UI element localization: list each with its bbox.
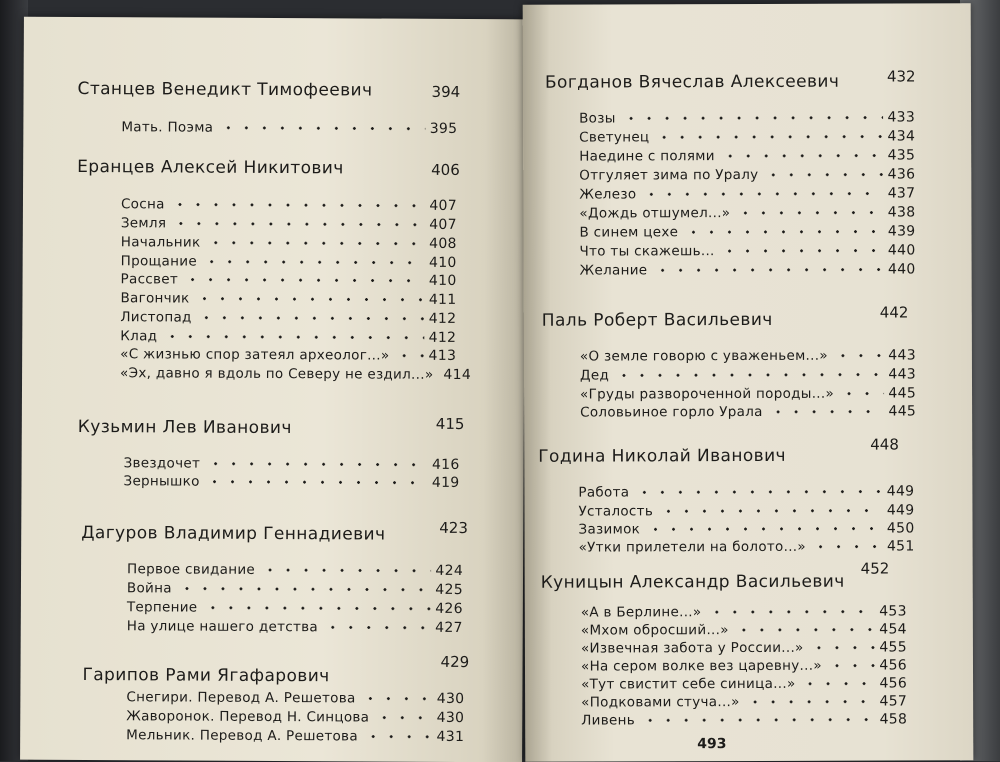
entry-title: Первое свидание [127, 561, 255, 578]
entry-page: 413 [429, 348, 457, 364]
toc-entry[interactable] [120, 307, 456, 327]
author-page-number: 448 [870, 435, 899, 453]
dot-leader [707, 607, 875, 618]
entry-title: Соловьиное горло Урала [580, 404, 763, 421]
entry-page: 445 [888, 385, 916, 401]
dot-leader [261, 565, 431, 576]
entry-title: «Эх, давно я вдоль по Северу не ездил...» [120, 365, 433, 383]
entry-page: 408 [429, 236, 457, 252]
entry-page: 449 [887, 483, 915, 499]
author-page-number: 452 [861, 560, 890, 578]
dot-leader [203, 603, 431, 614]
page-number: 493 [697, 736, 726, 752]
toc-entry[interactable] [121, 232, 457, 252]
entry-title: «С жизнью спор затеял археолог...» [120, 346, 389, 363]
entry-page: 435 [888, 147, 916, 163]
entry-title: Что ты скажешь... [580, 243, 715, 259]
dot-leader [178, 584, 432, 595]
right-page [523, 3, 974, 762]
entry-title: Желание [580, 262, 648, 278]
toc-entry[interactable] [124, 453, 460, 473]
toc-entry[interactable] [580, 240, 916, 259]
entry-title: В синем цехе [579, 224, 678, 240]
author-page-number: 429 [441, 653, 470, 671]
entry-title: Вагончик [120, 290, 189, 306]
dot-leader [646, 524, 883, 535]
toc-entry[interactable] [581, 619, 907, 638]
entry-title: Земля [121, 215, 166, 231]
dot-leader [195, 294, 424, 305]
author-page-number: 394 [432, 83, 461, 101]
entry-title: На улице нашего детства [127, 618, 318, 635]
author-name: Гарипов Рами Ягафарович [82, 665, 329, 686]
entry-title: Рассвет [121, 271, 179, 287]
toc-entry[interactable] [580, 345, 916, 364]
author-name: Година Николай Иванович [538, 446, 786, 467]
entry-title: Мать. Поэма [121, 119, 213, 135]
entry-title: Мельник. Перевод А. Решетова [126, 727, 358, 744]
entry-page: 443 [888, 366, 916, 382]
entry-page: 440 [888, 242, 916, 258]
entry-page: 443 [888, 347, 916, 363]
toc-entry[interactable] [120, 288, 456, 308]
dot-leader [375, 713, 432, 723]
author-name: Богданов Вячеслав Алексеевич [545, 72, 839, 93]
author-page-number: 442 [880, 303, 909, 321]
toc-entry[interactable] [578, 481, 914, 500]
author-name: Куницын Александр Васильевич [541, 572, 845, 593]
author-name: Кузьмин Лев Иванович [78, 417, 292, 438]
toc-entry[interactable] [581, 691, 907, 710]
dot-leader [206, 459, 428, 470]
dot-leader [395, 351, 424, 361]
entry-page: 433 [887, 109, 915, 125]
entry-page: 425 [435, 582, 463, 598]
toc-entry[interactable] [127, 616, 463, 636]
entry-title: «Тут свистит себе синица...» [581, 676, 796, 693]
dot-leader [764, 170, 883, 180]
author-page-number: 432 [887, 67, 916, 85]
toc-entry[interactable] [579, 202, 915, 221]
entry-title: Ливень [581, 712, 635, 728]
dot-leader [812, 542, 883, 552]
entry-page: 439 [888, 223, 916, 239]
dot-leader [219, 123, 426, 134]
toc-entry[interactable] [120, 363, 456, 383]
toc-entry[interactable] [580, 383, 916, 402]
entry-title: Жаворонок. Перевод Н. Синцова [126, 708, 369, 725]
entry-title: Прощание [121, 253, 197, 269]
dot-leader [184, 275, 425, 286]
dot-leader [206, 477, 428, 488]
entry-title: Листопад [120, 309, 191, 325]
entry-title: «О земле говорю с уваженьем...» [580, 348, 828, 365]
entry-page: 458 [880, 711, 908, 727]
toc-entry[interactable] [581, 637, 907, 656]
entry-page: 457 [879, 693, 907, 709]
dot-leader [721, 151, 884, 162]
entry-title: «А в Берлине...» [581, 604, 702, 620]
toc-entry[interactable] [578, 518, 914, 537]
entry-page: 410 [429, 273, 457, 289]
toc-entry[interactable] [127, 578, 463, 598]
dot-leader [721, 246, 884, 257]
toc-entry[interactable] [123, 471, 459, 491]
entry-title: «Груды развороченной породы...» [580, 386, 834, 403]
entry-title: Война [127, 580, 172, 596]
toc-entry[interactable] [579, 145, 915, 164]
dot-leader [655, 132, 883, 143]
entry-page: 438 [888, 204, 916, 220]
toc-entry[interactable] [579, 107, 915, 126]
entry-title: Возы [579, 110, 616, 126]
author-name: Станцев Венедикт Тимофеевич [78, 79, 373, 101]
entry-title: Усталость [578, 503, 653, 519]
entry-page: 410 [429, 255, 457, 271]
entry-title: Снегири. Перевод А. Решетова [126, 689, 355, 706]
entry-title: Терпение [127, 599, 198, 615]
entry-title: «На сером волке вез царевну...» [581, 658, 822, 675]
toc-entry[interactable] [579, 221, 915, 240]
dot-leader [171, 199, 426, 210]
dot-leader [622, 113, 884, 124]
dot-leader [641, 715, 876, 726]
toc-entry[interactable] [579, 536, 915, 555]
entry-page: 412 [429, 311, 457, 327]
toc-entry[interactable] [121, 213, 457, 233]
toc-entry[interactable] [580, 401, 916, 420]
toc-entry[interactable] [121, 251, 457, 271]
entry-page: 427 [435, 620, 463, 636]
entry-title: Светунец [579, 129, 649, 145]
dot-leader [206, 238, 425, 249]
entry-title: Зернышко [123, 473, 199, 489]
entry-page: 430 [437, 710, 465, 726]
entry-page: 456 [879, 657, 907, 673]
toc-entry[interactable] [581, 655, 907, 674]
entry-title: «Извечная забота у России...» [581, 640, 804, 657]
entry-page: 451 [887, 538, 915, 554]
toc-entry[interactable] [120, 326, 456, 346]
toc-entry[interactable] [581, 673, 907, 692]
entry-page: 395 [430, 121, 458, 137]
author-name: Еранцев Алексей Никитович [77, 157, 344, 178]
dot-leader [615, 370, 884, 381]
toc-entry[interactable] [126, 706, 464, 726]
toc-entry[interactable] [121, 194, 457, 214]
dot-leader [769, 407, 885, 417]
dot-leader [810, 643, 876, 653]
entry-page: 456 [879, 675, 907, 691]
entry-page: 454 [879, 621, 907, 637]
entry-title: Клад [120, 328, 157, 344]
dot-leader [684, 227, 884, 238]
author-page-number: 423 [439, 519, 468, 537]
entry-title: Железо [579, 186, 636, 202]
entry-page: 416 [432, 457, 460, 473]
toc-entry[interactable] [127, 559, 463, 579]
dot-leader [802, 679, 876, 689]
dot-leader [635, 487, 882, 498]
entry-title: Наедине с полями [579, 148, 715, 164]
dot-leader [324, 622, 431, 633]
entry-title: «Дождь отшумел...» [579, 205, 730, 222]
entry-title: Начальник [121, 234, 201, 250]
entry-page: 455 [879, 639, 907, 655]
entry-page: 414 [443, 367, 471, 383]
entry-title: Зазимок [578, 521, 640, 537]
toc-entry[interactable] [580, 259, 916, 278]
toc-entry[interactable] [579, 126, 915, 145]
entry-page: 436 [888, 166, 916, 182]
author-page-number: 415 [436, 415, 465, 433]
author-name: Паль Роберт Васильевич [542, 310, 773, 331]
dot-leader [364, 731, 433, 741]
entry-page: 449 [887, 502, 915, 518]
toc-entry[interactable] [121, 269, 457, 289]
entry-page: 407 [429, 217, 457, 233]
entry-title: «Подковами стуча...» [581, 694, 740, 711]
dot-leader [172, 218, 425, 229]
entry-page: 437 [888, 185, 916, 201]
entry-title: Звездочет [124, 455, 201, 471]
entry-page: 431 [437, 729, 465, 745]
dot-leader [735, 625, 876, 635]
toc-entry[interactable] [581, 601, 907, 620]
entry-page: 424 [435, 563, 463, 579]
toc-entry[interactable] [579, 164, 915, 183]
author-name: Дагуров Владимир Геннадиевич [81, 523, 385, 545]
entry-page: 412 [429, 330, 457, 346]
toc-entry[interactable] [127, 597, 463, 617]
dot-leader [642, 189, 883, 200]
entry-page: 411 [429, 292, 457, 308]
entry-page: 445 [888, 403, 916, 419]
toc-entry[interactable] [579, 183, 915, 202]
entry-page: 407 [429, 198, 457, 214]
entry-page: 434 [887, 128, 915, 144]
dot-leader [659, 506, 883, 517]
entry-page: 453 [879, 603, 907, 619]
dot-leader [198, 313, 425, 324]
dot-leader [746, 697, 876, 707]
entry-page: 426 [435, 601, 463, 617]
dot-leader [834, 351, 884, 361]
toc-entry[interactable] [580, 364, 916, 383]
author-page-number: 406 [431, 161, 460, 179]
toc-entry[interactable] [126, 725, 464, 745]
entry-page: 450 [887, 520, 915, 536]
toc-entry[interactable] [121, 117, 457, 137]
dot-leader [163, 331, 424, 342]
dot-leader [736, 208, 883, 219]
entry-page: 430 [437, 691, 465, 707]
entry-title: Работа [578, 484, 629, 500]
entry-title: «Мхом обросший...» [581, 622, 729, 639]
left-page [20, 17, 526, 762]
dot-leader [653, 265, 884, 276]
entry-title: Отгуляет зима по Уралу [579, 167, 758, 184]
entry-title: «Утки прилетели на болото...» [579, 539, 806, 556]
toc-entry[interactable] [120, 344, 456, 364]
dot-leader [840, 389, 884, 399]
entry-page: 440 [888, 261, 916, 277]
toc-entry[interactable] [581, 709, 907, 728]
entry-title: Сосна [121, 196, 165, 212]
dot-leader [203, 257, 425, 268]
entry-title: Дед [580, 367, 609, 383]
toc-entry[interactable] [126, 687, 464, 707]
entry-page: 419 [432, 475, 460, 491]
dot-leader [362, 693, 433, 703]
dot-leader [828, 661, 876, 671]
toc-entry[interactable] [578, 500, 914, 519]
